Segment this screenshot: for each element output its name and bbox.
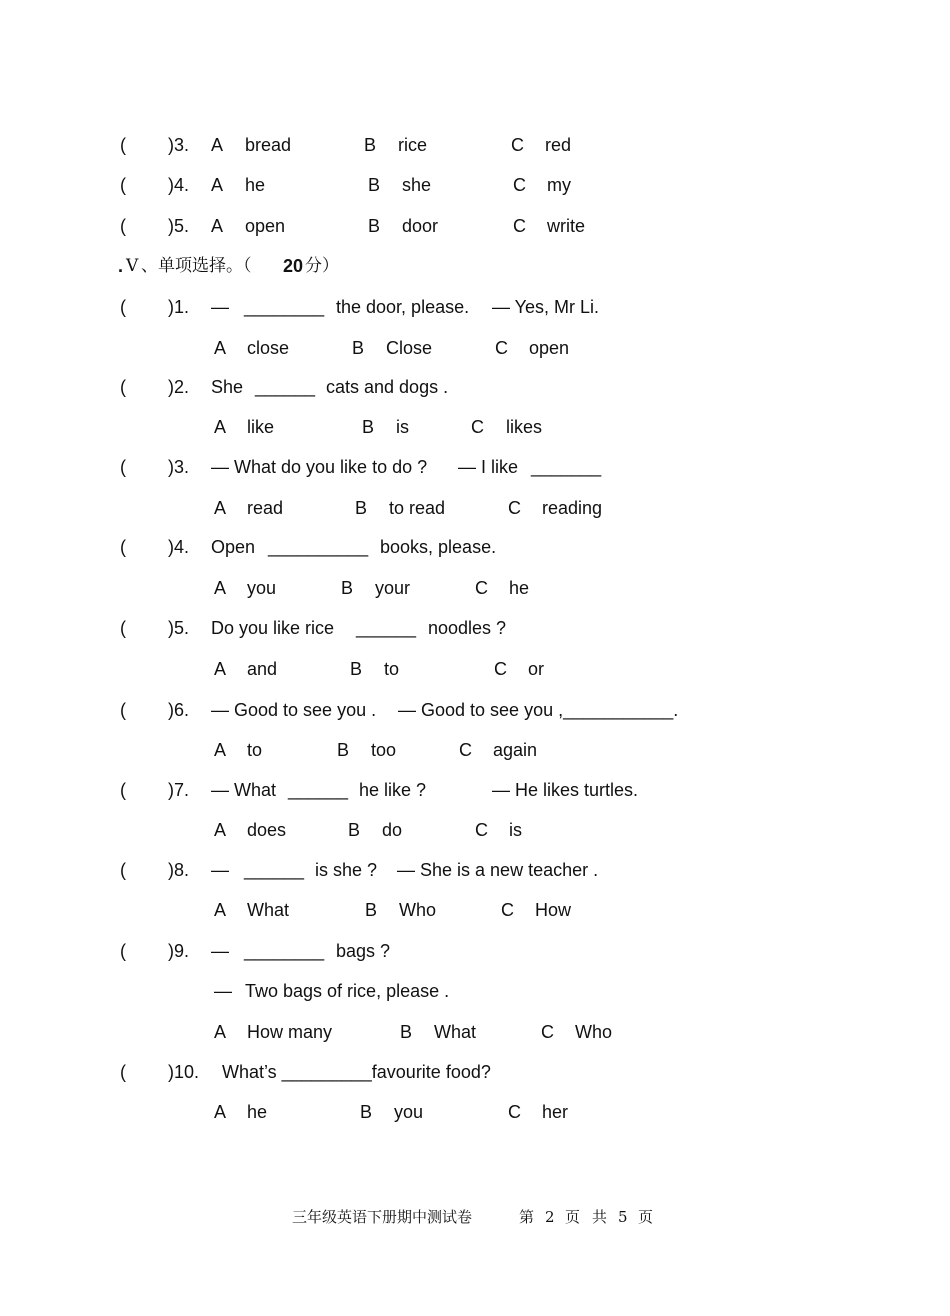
option-letter-b: B xyxy=(355,498,368,518)
option-letter-a: A xyxy=(214,659,227,679)
section-score: 20 xyxy=(283,256,304,276)
option-text-a: close xyxy=(247,338,290,358)
question-text: the door, please. xyxy=(336,297,470,317)
option-letter-c: C xyxy=(494,659,507,679)
option-letter-a: A xyxy=(214,900,227,920)
section-dot: . xyxy=(118,256,124,276)
option-letter-c: C xyxy=(501,900,514,920)
option-text-c: is xyxy=(509,820,522,840)
option-letter-c: C xyxy=(475,820,488,840)
question-text: Open xyxy=(211,537,256,557)
option-text-b: Who xyxy=(399,900,437,920)
item-number: )4. xyxy=(168,175,190,195)
question-text: — What xyxy=(211,780,277,800)
question-number: )9. xyxy=(168,941,190,961)
option-letter-b: B xyxy=(368,216,381,236)
option-text-c: open xyxy=(529,338,570,358)
response-text: — I like xyxy=(458,457,519,477)
option-letter-b: B xyxy=(352,338,365,358)
question-text: bags ? xyxy=(336,941,391,961)
blank: __________ xyxy=(268,537,369,557)
section-title: 、单项选择。（ xyxy=(141,256,252,276)
question-text: he like ? xyxy=(359,780,427,800)
question-number: )1. xyxy=(168,297,190,317)
option-text-b: to xyxy=(384,659,400,679)
question-number: )7. xyxy=(168,780,190,800)
option-text-c: Who xyxy=(575,1022,613,1042)
footer-gong: 共 xyxy=(592,1208,608,1226)
option-text-b: you xyxy=(394,1102,424,1122)
option-letter-b: B xyxy=(368,175,381,195)
answer-bracket[interactable]: ( xyxy=(120,941,126,961)
question-number: )5. xyxy=(168,618,190,638)
answer-bracket[interactable]: ( xyxy=(120,860,126,880)
question-text: — xyxy=(211,297,229,317)
response-text: — Good to see you ,___________. xyxy=(398,700,679,720)
option-text-a: does xyxy=(247,820,287,840)
option-text-a: and xyxy=(247,659,278,679)
option-text-c: again xyxy=(493,740,538,760)
answer-bracket[interactable]: ( xyxy=(120,216,126,236)
option-text-b: too xyxy=(371,740,397,760)
response-text: — She is a new teacher . xyxy=(397,860,599,880)
option-letter-c: C xyxy=(508,1102,521,1122)
option-letter-c: C xyxy=(495,338,508,358)
option-letter-a: A xyxy=(214,820,227,840)
option-letter-b: B xyxy=(360,1102,373,1122)
option-letter-a: A xyxy=(214,338,227,358)
answer-bracket[interactable]: ( xyxy=(120,175,126,195)
response-text: — He likes turtles. xyxy=(492,780,639,800)
option-letter-b: B xyxy=(364,135,377,155)
option-letter-c: C xyxy=(508,498,521,518)
option-letter-b: B xyxy=(365,900,378,920)
option-letter-c: C xyxy=(513,216,526,236)
answer-bracket[interactable]: ( xyxy=(120,297,126,317)
option-text-b: What xyxy=(434,1022,477,1042)
option-text-c: he xyxy=(509,578,530,598)
option-letter-b: B xyxy=(362,417,375,437)
answer-bracket[interactable]: ( xyxy=(120,618,126,638)
blank: ______ xyxy=(244,860,305,880)
blank: ______ xyxy=(255,377,316,397)
option-text-c: my xyxy=(547,175,571,195)
question-number: )8. xyxy=(168,860,190,880)
option-text-a: open xyxy=(245,216,286,236)
answer-bracket[interactable]: ( xyxy=(120,457,126,477)
option-letter-a: A xyxy=(214,498,227,518)
option-letter-a: A xyxy=(214,578,227,598)
question-text: noodles ? xyxy=(428,618,507,638)
question-text: — Good to see you . xyxy=(211,700,377,720)
option-text-b: Close xyxy=(386,338,433,358)
option-text-b: do xyxy=(382,820,403,840)
option-text-c: write xyxy=(547,216,586,236)
option-letter-a: A xyxy=(211,175,224,195)
option-letter-a: A xyxy=(214,1102,227,1122)
option-text-a: read xyxy=(247,498,284,518)
option-text-a: What xyxy=(247,900,290,920)
question-text: — xyxy=(211,860,229,880)
response-text: Two bags of rice, please . xyxy=(245,981,450,1001)
option-text-b: door xyxy=(402,216,439,236)
question-text: — What do you like to do ? xyxy=(211,457,428,477)
answer-bracket[interactable]: ( xyxy=(120,537,126,557)
option-letter-b: B xyxy=(400,1022,413,1042)
option-text-c: red xyxy=(545,135,572,155)
answer-bracket[interactable]: ( xyxy=(120,780,126,800)
option-letter-b: B xyxy=(348,820,361,840)
section-score-unit: 分） xyxy=(305,256,339,276)
footer-ye: 页 xyxy=(565,1208,581,1226)
blank: ________ xyxy=(244,297,325,317)
option-letter-c: C xyxy=(511,135,524,155)
exam-title: 三年级英语下册期中测试卷 xyxy=(292,1208,473,1226)
option-text-c: likes xyxy=(506,417,543,437)
option-text-c: How xyxy=(535,900,572,920)
answer-bracket[interactable]: ( xyxy=(120,135,126,155)
footer-ye2: 页 xyxy=(638,1208,654,1226)
option-text-c: or xyxy=(528,659,545,679)
question-text: — xyxy=(211,941,229,961)
option-letter-b: B xyxy=(337,740,350,760)
answer-bracket[interactable]: ( xyxy=(120,377,126,397)
option-letter-a: A xyxy=(211,216,224,236)
option-text-a: to xyxy=(247,740,263,760)
question-text: She xyxy=(211,377,244,397)
question-number: )2. xyxy=(168,377,190,397)
item-number: )3. xyxy=(168,135,190,155)
option-text-a: he xyxy=(247,1102,268,1122)
question-text: What’s _________favourite food? xyxy=(222,1062,491,1082)
option-letter-c: C xyxy=(513,175,526,195)
option-text-b: your xyxy=(375,578,411,598)
option-text-b: is xyxy=(396,417,409,437)
answer-bracket[interactable]: ( xyxy=(120,1062,126,1082)
option-letter-c: C xyxy=(459,740,472,760)
option-letter-b: B xyxy=(350,659,363,679)
response-text: — Yes, Mr Li. xyxy=(492,297,600,317)
option-text-c: her xyxy=(542,1102,569,1122)
response-dash: — xyxy=(214,981,232,1001)
option-text-b: to read xyxy=(389,498,446,518)
option-letter-a: A xyxy=(214,417,227,437)
question-number: )6. xyxy=(168,700,190,720)
option-letter-a: A xyxy=(214,1022,227,1042)
option-text-b: rice xyxy=(398,135,428,155)
question-number: )10. xyxy=(168,1062,200,1082)
option-text-b: she xyxy=(402,175,432,195)
blank: _______ xyxy=(531,457,602,477)
blank: ______ xyxy=(288,780,349,800)
option-letter-c: C xyxy=(541,1022,554,1042)
blank: ______ xyxy=(356,618,417,638)
option-text-a: bread xyxy=(245,135,292,155)
page-number: 2 xyxy=(545,1208,555,1226)
footer-di: 第 xyxy=(519,1208,535,1226)
option-letter-a: A xyxy=(214,740,227,760)
answer-bracket[interactable]: ( xyxy=(120,700,126,720)
option-text-a: you xyxy=(247,578,277,598)
option-letter-a: A xyxy=(211,135,224,155)
option-text-c: reading xyxy=(542,498,603,518)
question-number: )3. xyxy=(168,457,190,477)
blank: ________ xyxy=(244,941,325,961)
question-text: Do you like rice xyxy=(211,618,335,638)
option-text-a: like xyxy=(247,417,275,437)
section-roman: V xyxy=(126,256,139,276)
question-text: books, please. xyxy=(380,537,497,557)
option-letter-c: C xyxy=(471,417,484,437)
question-text: is she ? xyxy=(315,860,378,880)
item-number: )5. xyxy=(168,216,190,236)
option-letter-c: C xyxy=(475,578,488,598)
question-number: )4. xyxy=(168,537,190,557)
page-total: 5 xyxy=(618,1208,628,1226)
option-text-a: How many xyxy=(247,1022,333,1042)
option-text-a: he xyxy=(245,175,266,195)
option-letter-b: B xyxy=(341,578,354,598)
question-text: cats and dogs . xyxy=(326,377,449,397)
